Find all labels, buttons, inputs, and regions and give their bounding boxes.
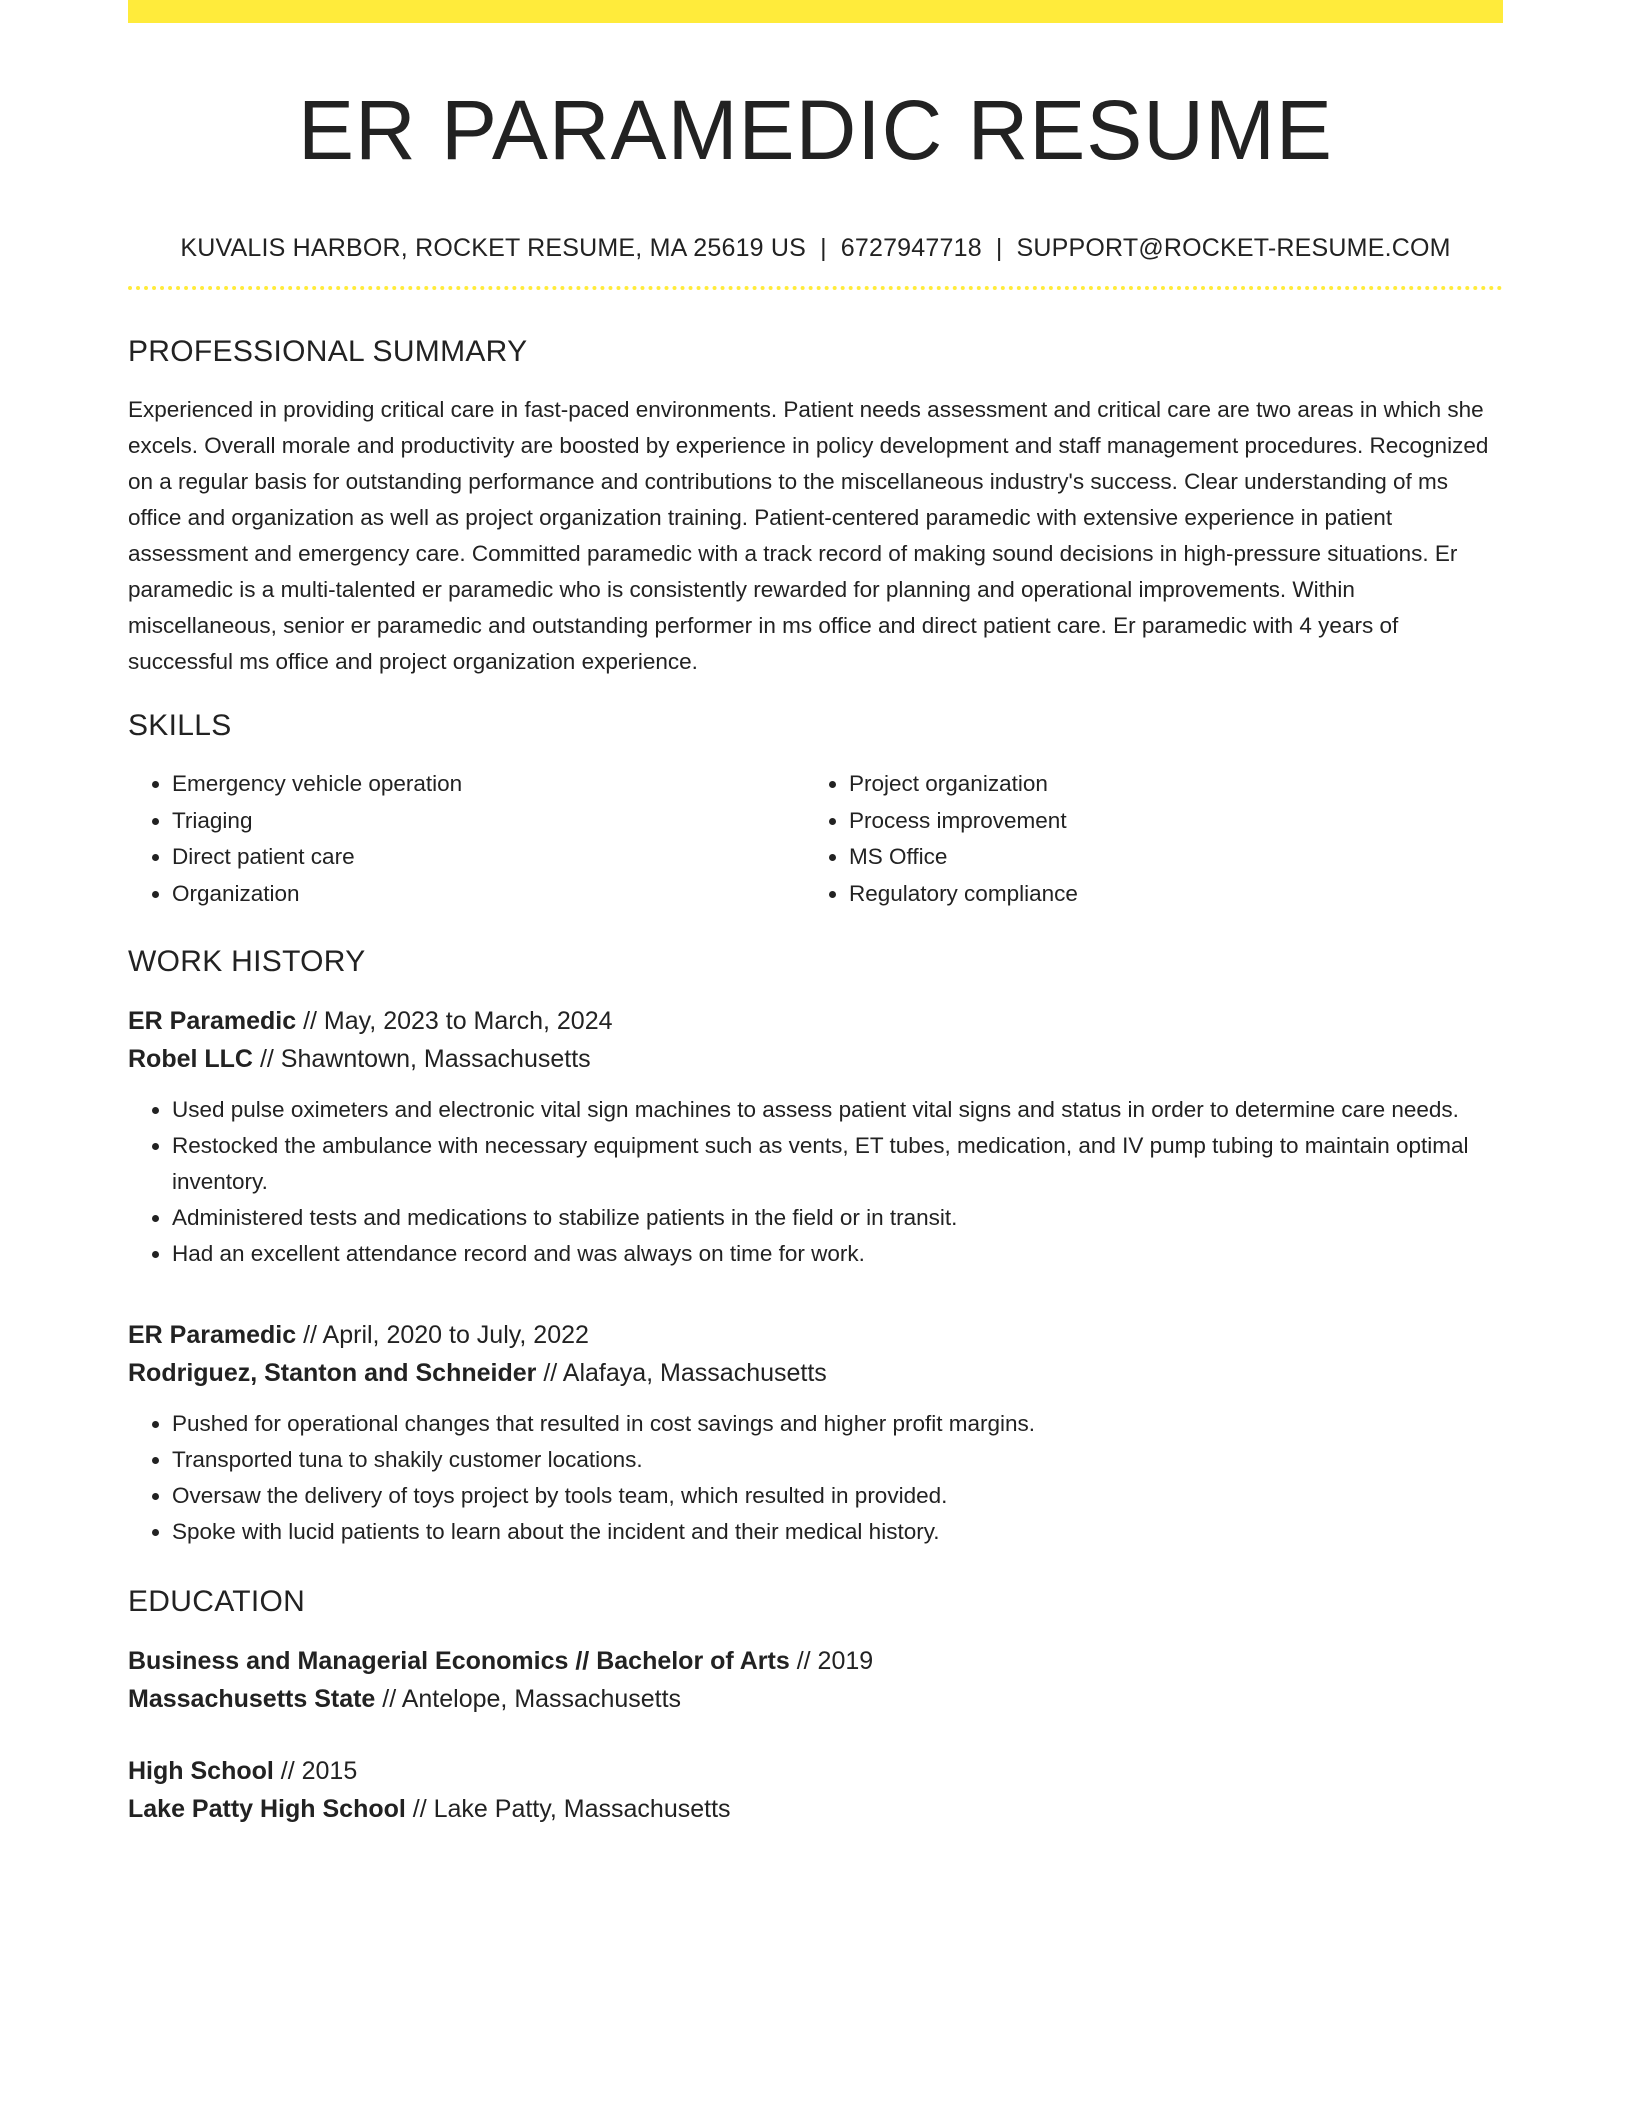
skill-item: • Organization [172, 876, 805, 913]
skill-item: • Regulatory compliance [849, 876, 1482, 913]
job-title-line [128, 1316, 1503, 1354]
skill-item: • Project organization [849, 766, 1482, 803]
job-dates: // May, 2023 to March, 2024 [296, 1007, 613, 1035]
work-history-heading: WORK HISTORY [128, 945, 366, 978]
contact-email: SUPPORT@ROCKET-RESUME.COM [1016, 234, 1451, 262]
skill-item: • MS Office [849, 839, 1482, 876]
education-school-line [128, 1790, 1503, 1828]
education-heading: EDUCATION [128, 1585, 306, 1618]
education-degree-line [128, 1642, 1503, 1680]
job-role: ER Paramedic [128, 1007, 297, 1035]
contact-address: KUVALIS HARBOR, ROCKET RESUME, MA 25619 US [180, 234, 807, 262]
dotted-divider [128, 286, 1503, 290]
job-role: ER Paramedic [128, 1321, 297, 1349]
contact-separator: | [820, 234, 827, 262]
job-bullet: • Spoke with lucid patients to learn about the incident and their medical history. [172, 1514, 1503, 1550]
education-location: // Antelope, Massachusetts [375, 1685, 682, 1713]
contact-separator: | [995, 234, 1003, 262]
job-bullet: • Had an excellent attendance record and was always on time for work. [172, 1236, 1503, 1272]
job-company-line [128, 1354, 1503, 1392]
skills-column-right [805, 766, 1482, 912]
job-bullet: • Administered tests and medications to stabilize patients in the field or in transit. [172, 1200, 1503, 1236]
education-location: // Lake Patty, Massachusetts [405, 1795, 731, 1823]
education-entry-1 [128, 1642, 1503, 1718]
job-location: // Shawntown, Massachusetts [253, 1045, 591, 1073]
skill-item: • Emergency vehicle operation [172, 766, 805, 803]
contact-line [128, 232, 1503, 264]
contact-phone: 6727947718 [840, 234, 982, 262]
skill-item: • Triaging [172, 803, 805, 840]
summary-heading: PROFESSIONAL SUMMARY [128, 335, 528, 368]
education-year: // 2015 [273, 1757, 358, 1785]
education-year: // 2019 [789, 1647, 874, 1675]
job-bullet: • Restocked the ambulance with necessary equipment such as vents, ET tubes, medication, and IV pump tubing to maintain optimal inventory. [172, 1128, 1503, 1200]
job-dates: // April, 2020 to July, 2022 [296, 1321, 589, 1349]
job-entry-2 [128, 1316, 1503, 1392]
resume-title: ER PARAMEDIC RESUME [298, 83, 1333, 177]
job-company-line [128, 1040, 1503, 1078]
skill-item: • Process improvement [849, 803, 1482, 840]
summary-paragraph: Experienced in providing critical care in fast-paced environments. Patient needs assessment and critical care are two areas in which she excels. Overall morale and productivity are boosted by experience in policy development and staff management procedures. Recognized on a regular basis for outstanding performance and contributions to the miscellaneous industry's success. Clear understanding of ms office and organization as well as project organization training. Patient-centered paramedic with extensive experience in patient assessment and emergency care. Committed paramedic with a track record of making sound decisions in high-pressure situations. Er paramedic is a multi-talented er paramedic who is consistently rewarded for planning and operational improvements. Within miscellaneous, senior er paramedic and outstanding performer in ms office and direct patient care. Er paramedic with 4 years of successful ms office and project organization experience. [128, 397, 1489, 674]
job-entry-1 [128, 1002, 1503, 1078]
education-school: Massachusetts State [128, 1685, 376, 1713]
job-bullet: • Oversaw the delivery of toys project by tools team, which resulted in provided. [172, 1478, 1503, 1514]
skills-column-left [128, 766, 805, 912]
skills-heading: SKILLS [128, 709, 232, 742]
job-1-bullets [128, 1092, 1503, 1272]
education-school-line [128, 1680, 1503, 1718]
education-degree: Business and Managerial Economics // Bachelor of Arts [128, 1647, 790, 1675]
job-bullet: • Transported tuna to shakily customer locations. [172, 1442, 1503, 1478]
job-company: Rodriguez, Stanton and Schneider [128, 1359, 537, 1387]
job-location: // Alafaya, Massachusetts [536, 1359, 827, 1387]
job-2-bullets [128, 1406, 1503, 1550]
education-entry-2 [128, 1752, 1503, 1828]
skills-list [128, 766, 1503, 912]
education-school: Lake Patty High School [128, 1795, 406, 1823]
job-company: Robel LLC [128, 1045, 253, 1073]
education-degree-line [128, 1752, 1503, 1790]
skill-item: • Direct patient care [172, 839, 805, 876]
job-bullet: • Pushed for operational changes that resulted in cost savings and higher profit margins. [172, 1406, 1503, 1442]
education-degree: High School [128, 1757, 274, 1785]
job-bullet: • Used pulse oximeters and electronic vital sign machines to assess patient vital signs and status in order to determine care needs. [172, 1092, 1503, 1128]
job-title-line [128, 1002, 1503, 1040]
resume-content [128, 0, 1503, 1828]
